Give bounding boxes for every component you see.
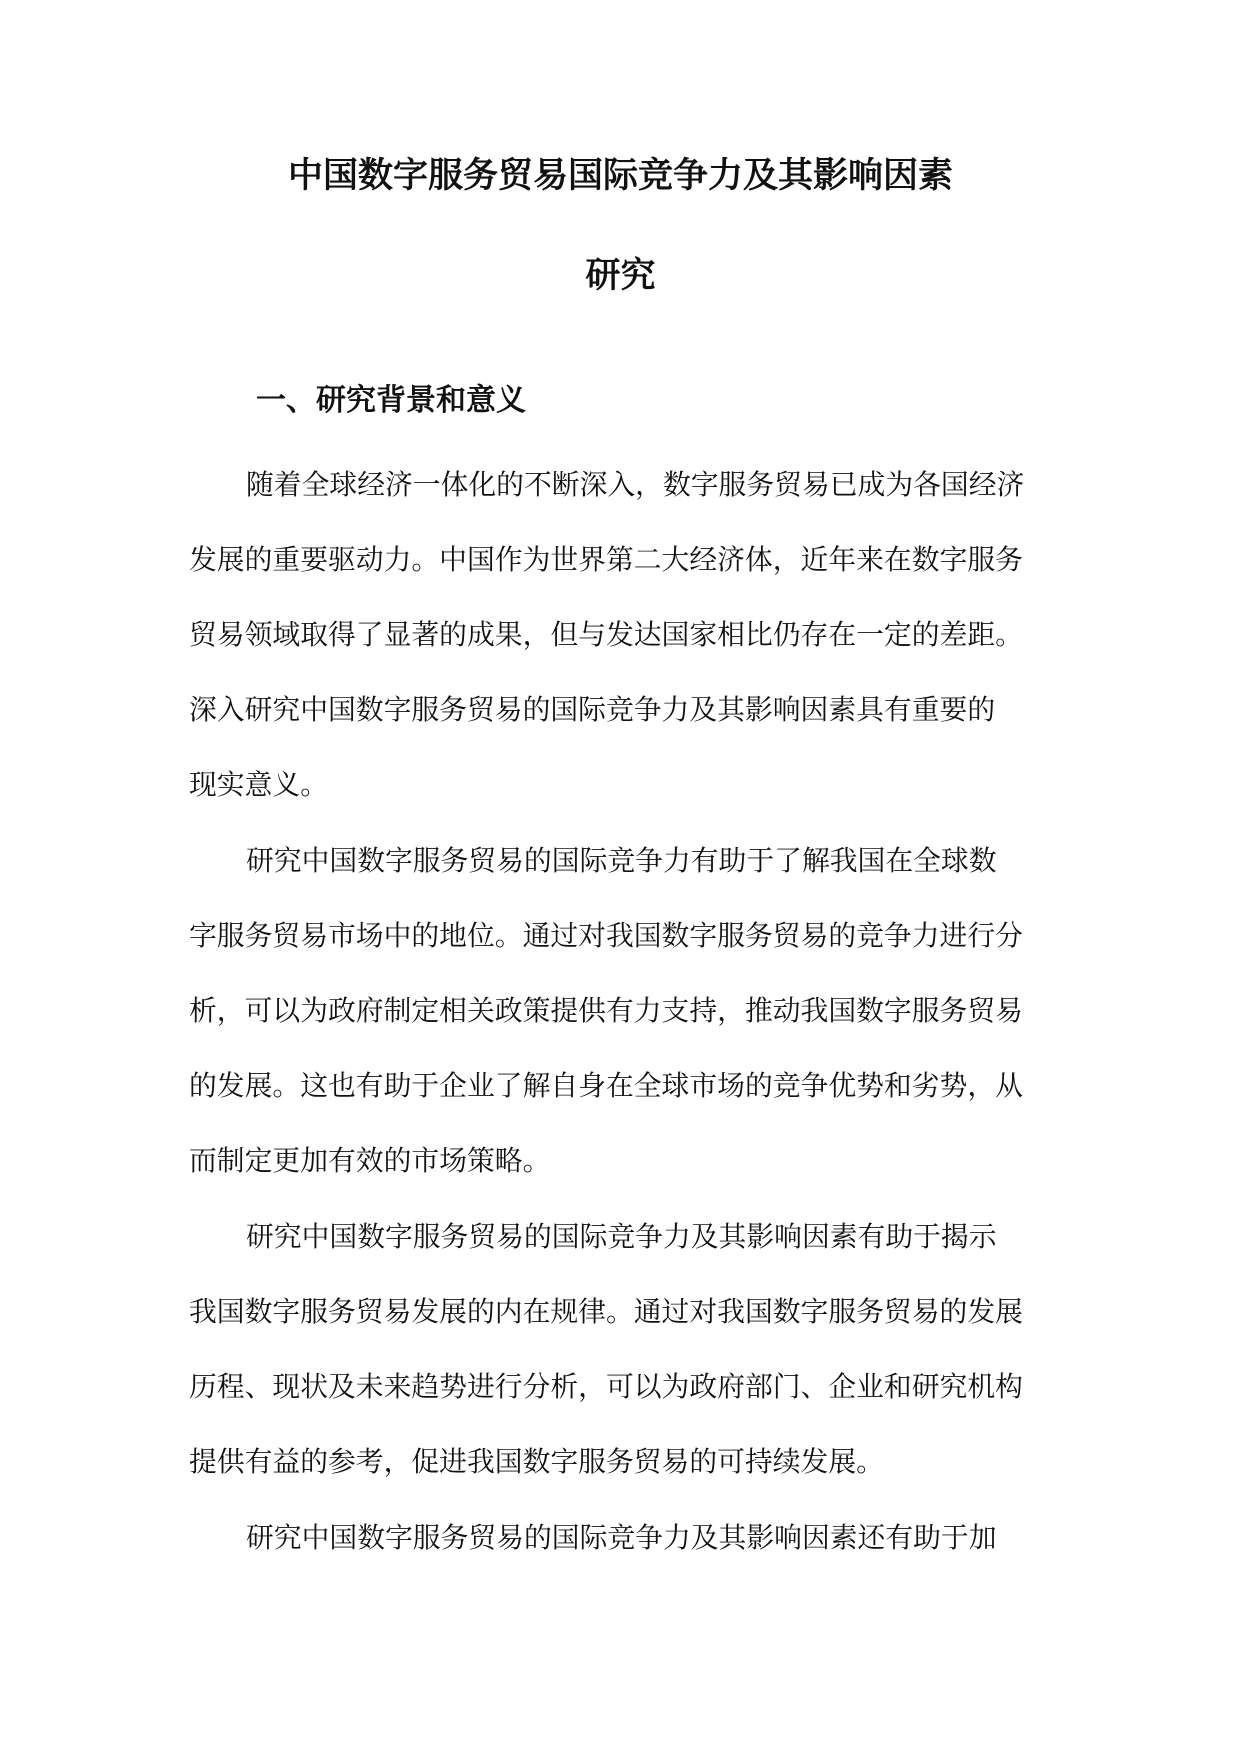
document-title-line-2: 研究 — [585, 255, 656, 296]
body-line: 字服务贸易市场中的地位。通过对我国数字服务贸易的竞争力进行分 — [189, 919, 1023, 952]
body-line: 的发展。这也有助于企业了解自身在全球市场的竞争优势和劣势，从 — [189, 1069, 1023, 1102]
body-line: 研究中国数字服务贸易的国际竞争力及其影响因素还有助于加 — [246, 1521, 997, 1554]
document-title-line-1: 中国数字服务贸易国际竞争力及其影响因素 — [287, 155, 953, 196]
body-line: 析，可以为政府制定相关政策提供有力支持，推动我国数字服务贸易 — [189, 994, 1023, 1027]
body-line: 随着全球经济一体化的不断深入，数字服务贸易已成为各国经济 — [246, 468, 1025, 501]
body-line: 我国数字服务贸易发展的内在规律。通过对我国数字服务贸易的发展 — [189, 1295, 1023, 1328]
section-heading: 一、研究背景和意义 — [256, 383, 526, 418]
body-line: 深入研究中国数字服务贸易的国际竞争力及其影响因素具有重要的 — [189, 693, 996, 726]
body-line: 现实意义。 — [189, 768, 328, 801]
body-line: 提供有益的参考，促进我国数字服务贸易的可持续发展。 — [189, 1445, 884, 1478]
body-line: 历程、现状及未来趋势进行分析，可以为政府部门、企业和研究机构 — [189, 1370, 1023, 1403]
body-line: 而制定更加有效的市场策略。 — [189, 1144, 551, 1177]
body-line: 发展的重要驱动力。中国作为世界第二大经济体，近年来在数字服务 — [189, 543, 1023, 576]
body-line: 研究中国数字服务贸易的国际竞争力及其影响因素有助于揭示 — [246, 1220, 997, 1253]
body-line: 贸易领域取得了显著的成果，但与发达国家相比仍存在一定的差距。 — [189, 618, 1023, 651]
body-line: 研究中国数字服务贸易的国际竞争力有助于了解我国在全球数 — [246, 844, 997, 877]
